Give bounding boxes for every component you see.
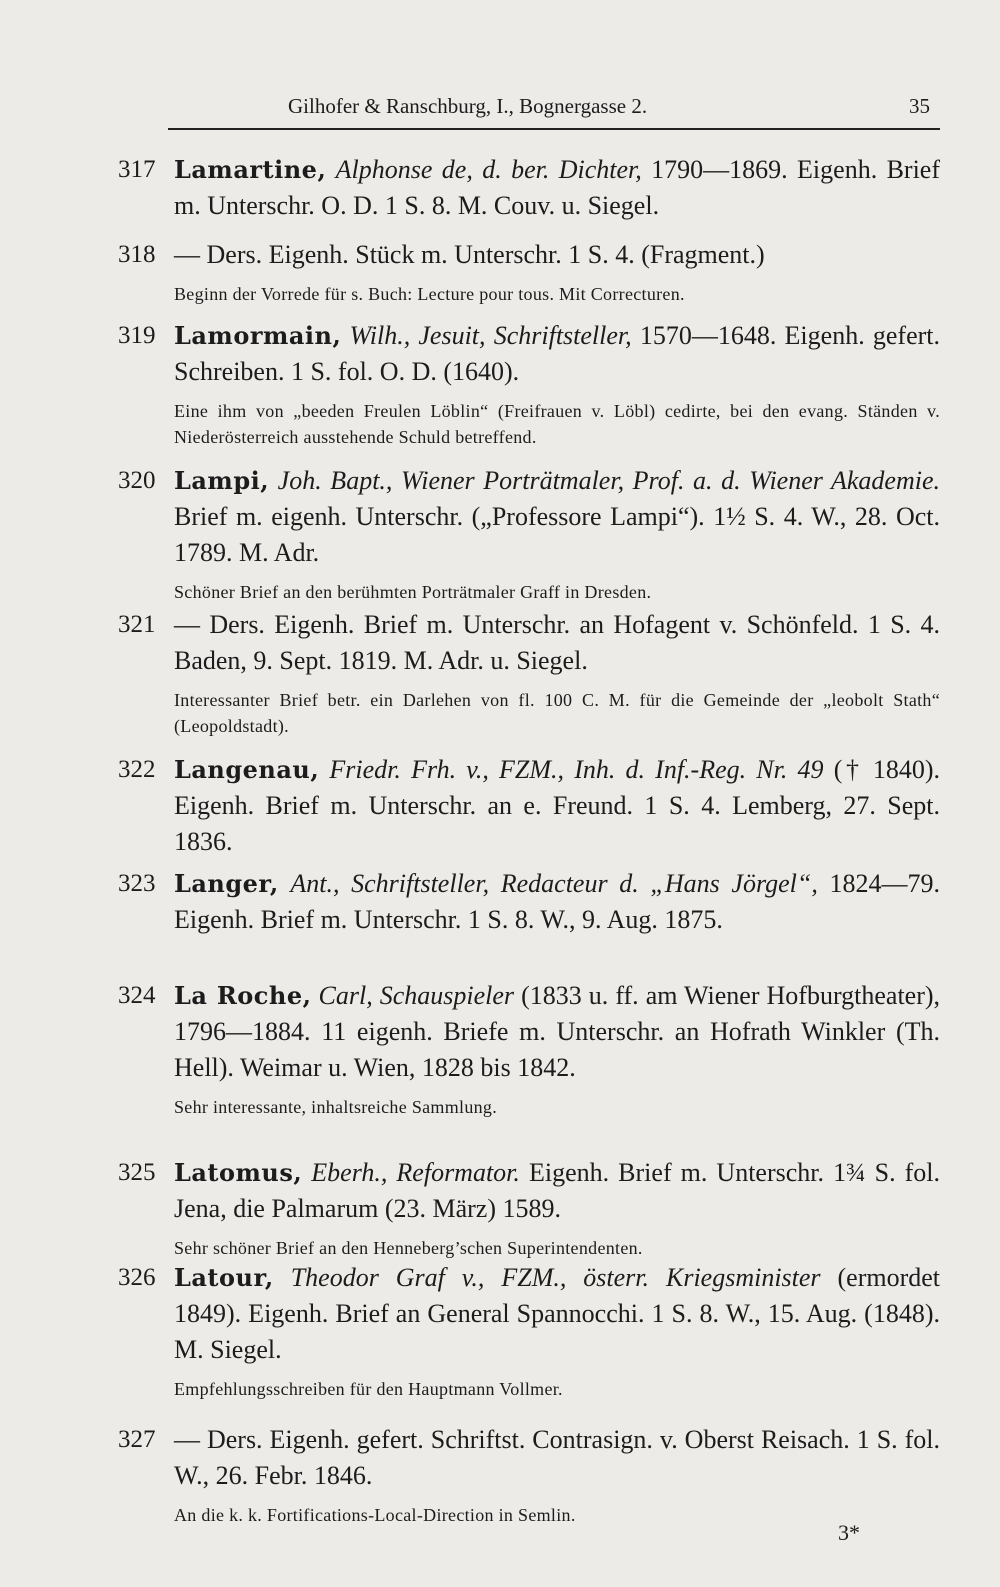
entry-number: 318 [118,241,156,268]
entry-note: Beginn der Vorrede für s. Buch: Lecture pour tous. Mit Correcturen. [174,284,685,304]
entry-name: Lampi, [174,466,270,495]
entry-description: Joh. Bapt., Wiener Porträtmaler, Prof. a. d. Wiener Akademie. [277,466,940,495]
entry-text: Eigenh. Brief m. Unterschr. 1¾ S. fol. Jena, die Palmarum (23. März) 1589. [174,1158,941,1223]
entry-text: (ermordet 1849). Eigenh. Brief an General Spannocchi. 1 S. 8. W., 15. Aug. (1848). M. Siegel. [174,1263,941,1364]
entry-text: 1790—1869. Eigenh. Brief m. Unterschr. O. D. 1 S. 8. M. Couv. u. Siegel. [174,155,940,220]
page-number: 35 [909,94,930,118]
entry-body [174,866,940,938]
entry-text: — Ders. Eigenh. gefert. Schriftst. Contrasign. v. Oberst Reisach. 1 S. fol. W., 26. Febr. 1846. [174,1425,940,1490]
page-header [168,88,940,130]
entry-body [174,752,940,860]
catalog-entry [118,463,940,605]
entry-body [174,978,940,1086]
entry-text: 1570—1648. Eigenh. gefert. Schreiben. 1 S. fol. O. D. (1640). [174,321,940,386]
catalog-entry [118,752,940,860]
entry-note: Eine ihm von „beeden Freulen Löblin“ (Freifrauen v. Löbl) cedirte, bei den evang. Ständen v. Niederösterreich ausstehende Schuld betreffend. [174,401,940,447]
entry-description: Ant., Schriftsteller, Redacteur d. „Hans Jörgel“, [290,869,818,898]
entry-number: 326 [118,1264,156,1291]
entry-name: Latomus, [174,1158,303,1187]
entry-name: Latour, [174,1263,274,1292]
entry-body [174,318,940,390]
entry-name: Langer, [174,869,279,898]
entry-number: 319 [118,322,156,349]
running-title: Gilhofer & Ranschburg, I., Bognergasse 2. [288,94,648,118]
entry-text: (1833 u. ff. am Wiener Hofburgtheater), 1796—1884. 11 eigenh. Briefe m. Unterschr. an Hofrath Winkler (Th. Hell). Weimar u. Wien, 1828 bis 1842. [174,981,941,1082]
catalog-entry [118,152,940,224]
entry-note: Sehr schöner Brief an den Henneberg’schen Superintendenten. [174,1238,643,1258]
entry-body [174,1260,940,1368]
entry-body [174,463,940,571]
entry-body [174,1422,940,1494]
entry-number: 324 [118,982,156,1009]
catalog-entry [118,318,940,450]
entry-description: Carl, Schauspieler [318,981,515,1010]
entry-number: 321 [118,611,156,638]
entry-body [174,607,940,679]
entry-description: Eberh., Reformator. [311,1158,520,1187]
catalog-entry [118,866,940,938]
catalog-entry [118,607,940,739]
entry-number: 325 [118,1159,156,1186]
entry-name: Lamormain, [174,321,342,350]
entry-text: 1824—79. Eigenh. Brief m. Unterschr. 1 S. 8. W., 9. Aug. 1875. [174,869,941,934]
entry-name: Lamartine, [174,155,327,184]
catalog-entry [118,237,940,307]
entry-note: Schöner Brief an den berühmten Porträtmaler Graff in Dresden. [174,582,652,602]
entry-text: († 1840). Eigenh. Brief m. Unterschr. an e. Freund. 1 S. 4. Lemberg, 27. Sept. 1836. [174,755,941,856]
catalog-entry [118,978,940,1120]
entry-description: Wilh., Jesuit, Schriftsteller, [349,321,632,350]
catalog-entry [118,1260,940,1402]
entry-number: 317 [118,156,156,183]
entry-text: — Ders. Eigenh. Stück m. Unterschr. 1 S. 4. (Fragment.) [174,240,765,269]
entry-note: An die k. k. Fortifications-Local-Direction in Semlin. [174,1505,576,1525]
entry-number: 320 [118,467,156,494]
entry-note: Interessanter Brief betr. ein Darlehen von fl. 100 C. M. für die Gemeinde der „leobolt Stath“ (Leopoldstadt). [174,690,940,736]
entry-name: Langenau, [174,755,320,784]
entry-note: Empfehlungsschreiben für den Hauptmann Vollmer. [174,1379,563,1399]
entry-name: La Roche, [174,981,312,1010]
signature-mark: 3* [838,1520,860,1545]
entry-number: 327 [118,1426,156,1453]
catalog-entry [118,1155,940,1261]
entry-text: — Ders. Eigenh. Brief m. Unterschr. an Hofagent v. Schönfeld. 1 S. 4. Baden, 9. Sept. 1819. M. Adr. u. Siegel. [174,610,940,675]
entry-description: Friedr. Frh. v., FZM., Inh. d. Inf.-Reg. Nr. 49 [329,755,824,784]
catalog-entry [118,1422,940,1528]
entry-description: Alphonse de, d. ber. Dichter, [335,155,642,184]
entry-body [174,152,940,224]
entry-number: 322 [118,756,156,783]
entry-description: Theodor Graf v., FZM., österr. Kriegsminister [290,1263,821,1292]
entry-text: Brief m. eigenh. Unterschr. („Professore Lampi“). 1½ S. 4. W., 28. Oct. 1789. M. Adr. [174,502,940,567]
entry-note: Sehr interessante, inhaltsreiche Sammlung. [174,1097,498,1117]
entry-body [174,237,940,273]
entry-body [174,1155,940,1227]
entry-number: 323 [118,870,156,897]
